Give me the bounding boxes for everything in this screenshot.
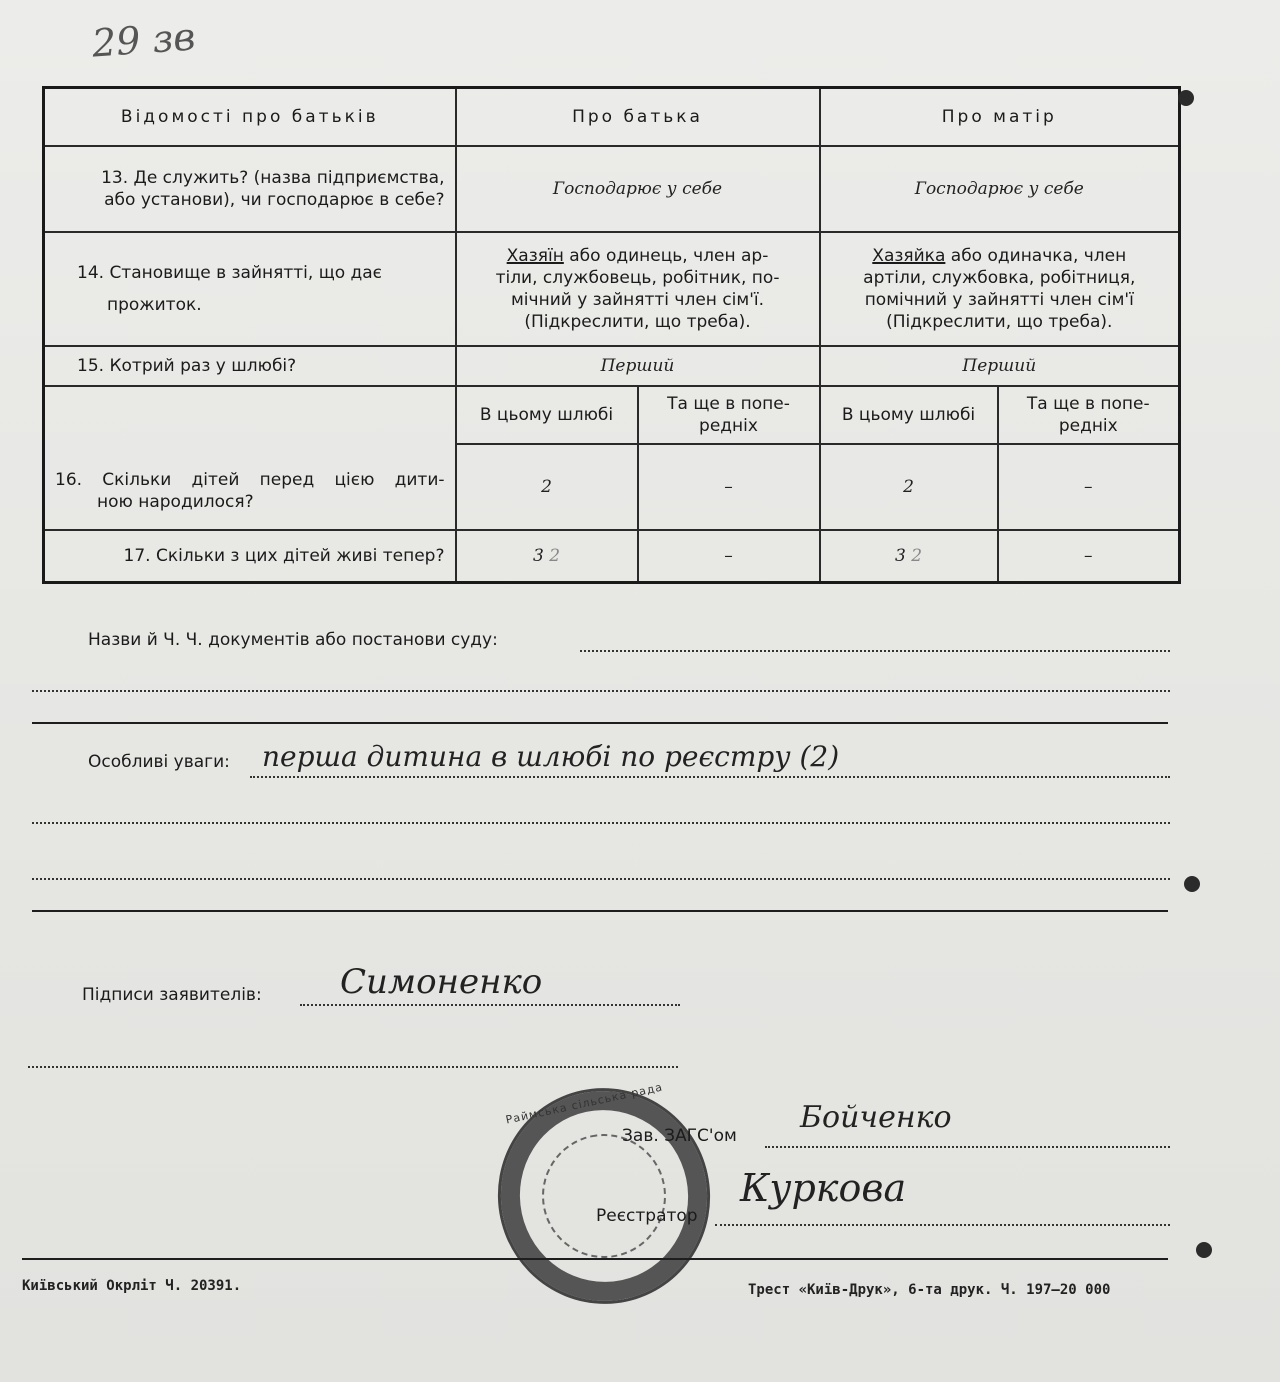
registrar-signature: Куркова: [740, 1166, 907, 1210]
zags-label: Зав. ЗАГС'ом: [622, 1126, 737, 1146]
row13-father-value: Господарює у себе: [456, 146, 820, 232]
row16-mother-this: 2: [820, 444, 998, 530]
row17-question: 17. Скільки з цих дітей живі тепер?: [44, 530, 456, 582]
row14-father-options: Хазяїн або одинець, член ар- тіли, службовець, робітник, по- мічний у зайнятті член сім'ї. (Підкреслити, що треба).: [456, 232, 820, 346]
remarks-line-3: [32, 878, 1170, 880]
remarks-value: перша дитина в шлюбі по реєстру (2): [262, 740, 840, 773]
row17-mother-prev: –: [998, 530, 1180, 582]
zags-signature: Бойченко: [800, 1100, 952, 1135]
official-seal: Раймська сільська рада: [478, 1068, 730, 1323]
header-father: Про батька: [456, 88, 820, 147]
registrar-line: [715, 1224, 1170, 1226]
remarks-label: Особливі уваги:: [88, 752, 230, 772]
row15-mother-value: Перший: [820, 346, 1180, 386]
documents-line-2: [32, 690, 1170, 692]
row17-father-this: 3 2: [456, 530, 638, 582]
divider-1: [32, 722, 1168, 724]
row16-mother-prev: –: [998, 444, 1180, 530]
row16-question: 16. Скільки дітей перед цією дити- ною народилося?: [44, 386, 456, 530]
archive-number: 29 зв: [90, 14, 197, 66]
documents-line-1: [580, 650, 1170, 652]
row17-mother-this: 3 2: [820, 530, 998, 582]
binding-hole: [1184, 876, 1200, 892]
signatures-line-2: [28, 1066, 678, 1068]
binding-hole: [1196, 1242, 1212, 1258]
row-13: [44, 146, 1180, 232]
row17-father-prev: –: [638, 530, 820, 582]
father-previous-header: Та ще в попе- редніх: [638, 386, 820, 444]
row14-mother-options: Хазяйка або одиначка, член артіли, службовка, робітниця, помічний у зайнятті член сім'ї (Підкреслити, що треба).: [820, 232, 1180, 346]
documents-label: Назви й Ч. Ч. документів або постанови суду:: [88, 630, 498, 650]
row16-father-prev: –: [638, 444, 820, 530]
parents-info-table: [42, 86, 1181, 584]
remarks-line-2: [32, 822, 1170, 824]
signatures-label: Підписи заявителів:: [82, 985, 262, 1005]
row13-question: 13. Де служить? (назва підприємства, або установи), чи господарює в себе?: [44, 146, 456, 232]
header-mother: Про матір: [820, 88, 1180, 147]
row16-father-this: 2: [456, 444, 638, 530]
father-selected-option: Хазяїн: [506, 245, 564, 266]
row15-father-value: Перший: [456, 346, 820, 386]
signatures-line-1: [300, 1004, 680, 1006]
footer-divider: [22, 1258, 1168, 1260]
father-this-marriage-header: В цьому шлюбі: [456, 386, 638, 444]
mother-selected-option: Хазяйка: [872, 245, 946, 266]
row-17: [44, 530, 1180, 582]
row14-question: 14. Становище в зайнятті, що дає прожиток.: [44, 232, 456, 346]
footer-left: Київський Окрліт Ч. 20391.: [22, 1278, 242, 1294]
row15-question: 15. Котрий раз у шлюбі?: [44, 346, 456, 386]
applicant-signature: Симоненко: [340, 962, 543, 1002]
row-14: [44, 232, 1180, 346]
table-header-row: [44, 88, 1180, 147]
row-15: [44, 346, 1180, 386]
zags-line: [765, 1146, 1170, 1148]
footer-right: Трест «Київ-Друк», 6-та друк. Ч. 197—20 000: [748, 1282, 1111, 1298]
row13-mother-value: Господарює у себе: [820, 146, 1180, 232]
header-parents-info: Відомості про батьків: [44, 88, 456, 147]
row-16-subheader: [44, 386, 1180, 444]
mother-previous-header: Та ще в попе- редніх: [998, 386, 1180, 444]
remarks-line-1: [250, 776, 1170, 778]
mother-this-marriage-header: В цьому шлюбі: [820, 386, 998, 444]
binding-hole: [1178, 90, 1194, 106]
divider-2: [32, 910, 1168, 912]
registrar-label: Реєстратор: [596, 1206, 698, 1226]
